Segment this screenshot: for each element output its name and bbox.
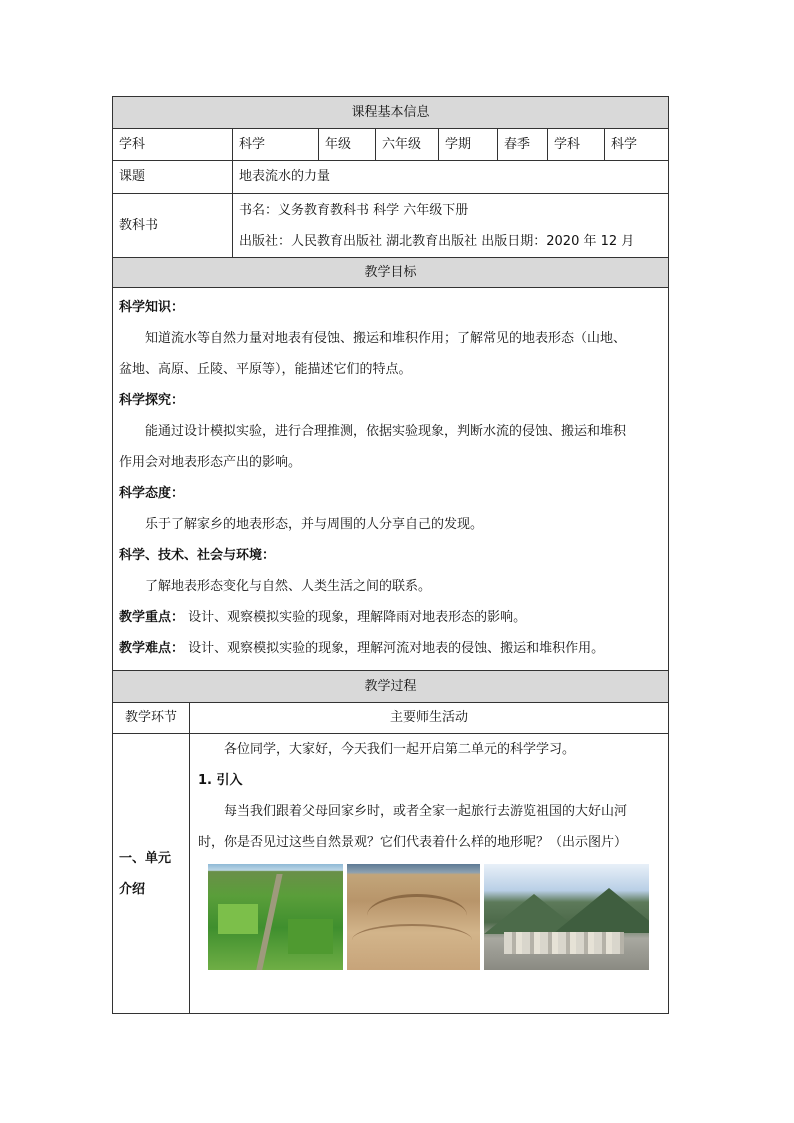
knowledge-title: 科学知识： (119, 300, 185, 315)
plateau-landscape-photo (347, 864, 480, 970)
plain-landscape-photo (208, 864, 343, 970)
stage-column-header: 教学环节 (113, 703, 190, 734)
stage-cell (113, 734, 190, 1014)
topic-row (113, 161, 669, 194)
greeting-text: 各位同学，大家好，今天我们一起开启第二单元的科学学习。 (224, 742, 576, 757)
textbook-name: 书名：义务教育教科书 科学 六年级下册 (239, 202, 469, 218)
unit-intro-row (113, 734, 669, 1014)
grade-label: 年级 (319, 129, 376, 161)
difficult-point-label: 教学难点： (119, 641, 185, 656)
key-point (119, 602, 662, 633)
stage-title-1: 一、单元 (119, 850, 172, 866)
subject-value: 科学 (233, 129, 319, 161)
textbook-publisher: 出版社：人民教育出版社 湖北教育出版社 出版日期：2020 年 12 月 (239, 233, 635, 249)
inquiry-text-1: 能通过设计模拟实验，进行合理推测，依据实验现象，判断水流的侵蚀、搬运和堆积 (145, 424, 627, 439)
textbook-row (113, 194, 669, 258)
term-value: 春季 (498, 129, 548, 161)
process-table (112, 702, 669, 1014)
stage-title-2: 介绍 (119, 881, 146, 897)
stse-title: 科学、技术、社会与环境： (119, 548, 276, 563)
attitude-text: 乐于了解家乡的地表形态，并与周围的人分享自己的发现。 (145, 517, 484, 532)
difficult-point-text: 设计、观察模拟实验的现象，理解河流对地表的侵蚀、搬运和堆积作用。 (188, 641, 605, 656)
subject-row (113, 129, 669, 161)
landform-photos (198, 864, 662, 970)
teaching-goals-row (113, 288, 669, 671)
teaching-process-header: 教学过程 (113, 671, 669, 703)
inquiry-title: 科学探究： (119, 393, 185, 408)
inquiry-text-2: 作用会对地表形态产出的影响。 (119, 455, 302, 470)
key-point-text: 设计、观察模拟实验的现象，理解降雨对地表形态的影响。 (188, 610, 527, 625)
intro-text-1: 每当我们跟着父母回家乡时，或者全家一起旅行去游览祖国的大好山河 (224, 804, 628, 819)
process-header-row (113, 703, 669, 734)
stse-text: 了解地表形态变化与自然、人类生活之间的联系。 (145, 579, 432, 594)
mountain-town-photo (484, 864, 649, 970)
term-label: 学期 (439, 129, 498, 161)
teaching-goals-header: 教学目标 (113, 258, 669, 288)
intro-text-2: 时，你是否见过这些自然景观？它们代表着什么样的地形呢？（出示图片） (198, 835, 628, 850)
knowledge-text-1: 知道流水等自然力量对地表有侵蚀、搬运和堆积作用；了解常见的地表形态（山地、 (145, 331, 627, 346)
teaching-goals-content (113, 288, 669, 671)
grade-value: 六年级 (376, 129, 439, 161)
knowledge-text-2: 盆地、高原、丘陵、平原等），能描述它们的特点。 (119, 362, 412, 377)
section-intro-title: 1. 引入 (198, 773, 243, 788)
textbook-value (233, 194, 669, 258)
key-point-label: 教学重点： (119, 610, 185, 625)
textbook-label: 教科书 (113, 194, 233, 258)
course-info-header: 课程基本信息 (113, 97, 669, 129)
topic-label: 课题 (113, 161, 233, 194)
subject2-label: 学科 (548, 129, 605, 161)
activity-cell (190, 734, 669, 1014)
topic-value: 地表流水的力量 (233, 161, 669, 194)
activity-column-header: 主要师生活动 (190, 703, 669, 734)
attitude-title: 科学态度： (119, 486, 185, 501)
subject2-value: 科学 (605, 129, 669, 161)
lesson-plan-document (112, 96, 668, 1014)
course-info-table (112, 96, 669, 703)
subject-label: 学科 (113, 129, 233, 161)
difficult-point (119, 633, 662, 664)
